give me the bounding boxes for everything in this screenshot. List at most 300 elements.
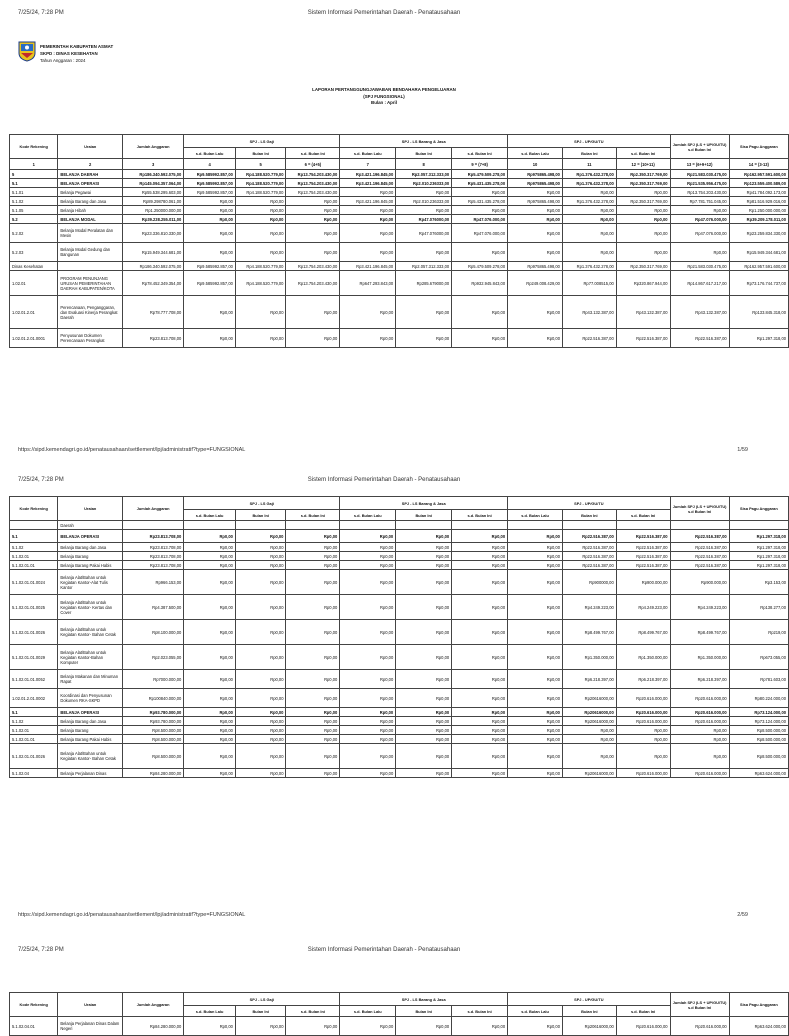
kode-rekening-cell: 5.1.02.01.01.0024	[10, 570, 58, 595]
amount-cell: Rp975865.498,00	[508, 262, 563, 271]
amount-cell: Rp0,00	[286, 543, 340, 552]
header-row	[10, 497, 789, 510]
amount-cell: Rp0,00	[508, 769, 563, 778]
amount-cell: Rp22.516.387,00	[562, 329, 616, 348]
amount-cell: Rp0,00	[452, 206, 508, 215]
amount-cell: Rp47.076.000,00	[452, 224, 508, 243]
amount-cell: Rp0,00	[286, 620, 340, 645]
amount-cell: Rp0,00	[235, 769, 286, 778]
amount-cell: Rp93.780.000,00	[122, 717, 183, 726]
uraian-cell: Belanja Alat/Bahan untuk Kegiatan Kantor- Kertas dan Cover	[58, 595, 123, 620]
uraian-cell: Penyusunan Dokumen Perencanaan Perangkat	[58, 329, 123, 348]
amount-cell: Rp15.949.344.681,00	[729, 243, 788, 262]
amount-cell: Rp0,00	[235, 645, 286, 670]
amount-cell: Rp0,00	[340, 620, 396, 645]
amount-cell	[396, 521, 452, 530]
amount-cell: Rp0,00	[340, 188, 396, 197]
amount-cell: Rp22.516.387,00	[616, 530, 670, 543]
col-sd-bulan-ini: s.d. Bulan Ini	[286, 1006, 340, 1017]
header-row	[10, 993, 789, 1006]
table-row	[10, 521, 789, 530]
amount-cell: Rp0,00	[340, 769, 396, 778]
amount-cell: Rp22.516.387,00	[670, 329, 729, 348]
amount-cell: Rp6.218.397,00	[616, 670, 670, 689]
amount-cell: Rp0,00	[396, 206, 452, 215]
amount-cell: Rp0,00	[670, 206, 729, 215]
col-uraian: Uraian	[58, 135, 123, 159]
amount-cell: Rp22.516.387,00	[670, 561, 729, 570]
amount-cell: Rp0,00	[396, 670, 452, 689]
amount-cell: Rp781.603,00	[729, 670, 788, 689]
amount-cell: Rp0,00	[396, 620, 452, 645]
amount-cell: Rp673.055,00	[729, 645, 788, 670]
col-uraian: Uraian	[58, 993, 123, 1017]
kode-rekening-cell: 5.1.05	[10, 206, 58, 215]
amount-cell: Rp0,00	[184, 1017, 236, 1036]
amount-cell: Rp0,00	[235, 530, 286, 543]
amount-cell: Rp0,00	[184, 726, 236, 735]
amount-cell: Rp0,00	[396, 717, 452, 726]
col-group-up-gu-tu: SPJ - UP/GU/TU	[508, 135, 670, 148]
print-datetime: 7/25/24, 7:28 PM	[18, 477, 64, 483]
amount-cell: Rp0,00	[184, 645, 236, 670]
amount-cell: Rp20.616.000,00	[616, 708, 670, 717]
amount-cell: Rp0,00	[452, 769, 508, 778]
amount-cell: Rp219,00	[729, 620, 788, 645]
amount-cell	[508, 521, 563, 530]
organization-info	[40, 43, 113, 64]
amount-cell: Rp1.297.318,00	[729, 561, 788, 570]
col-group-up-gu-tu: SPJ - UP/GU/TU	[508, 497, 670, 510]
amount-cell: Rp63.624.000,00	[729, 769, 788, 778]
amount-cell: Rp0,00	[184, 215, 236, 224]
amount-cell: Rp0,00	[396, 188, 452, 197]
kode-rekening-cell: 1.02.01.2.01	[10, 296, 58, 329]
kode-rekening-cell: Dinas Kesehatan	[10, 262, 58, 271]
uraian-cell: Belanja Alat/Bahan untuk Kegiatan Kantor-Alat Tulis Kantor	[58, 570, 123, 595]
amount-cell: Rp21.583.030.475,00	[670, 262, 729, 271]
col-group-ls-barang-jasa: SPJ - LS Barang & Jasa	[340, 993, 508, 1006]
uraian-cell: BELANJA DAERAH	[58, 170, 123, 179]
amount-cell: Rp0,00	[508, 296, 563, 329]
amount-cell: Rp47.076000,00	[396, 215, 452, 224]
table-row	[10, 197, 789, 206]
amount-cell: Rp0,00	[396, 561, 452, 570]
amount-cell: Rp0,00	[235, 197, 286, 206]
amount-cell: Rp8.499.767,00	[616, 620, 670, 645]
amount-cell: Rp4.188.520.779,00	[235, 170, 286, 179]
amount-cell: Rp13.754.203.430,00	[286, 179, 340, 188]
col-bulan-ini: Bulan Ini	[235, 148, 286, 159]
amount-cell: Rp20.616.000,00	[670, 769, 729, 778]
footer-url: https://sipd.kemendagri.go.id/penatausahaan/settlement/lpj/administratif?type=FUNGSIONAL	[18, 447, 246, 453]
amount-cell: Rp47.076000,00	[396, 224, 452, 243]
col-sd-bulan-ini: s.d. Bulan Ini	[616, 148, 670, 159]
amount-cell: Rp0,00	[340, 717, 396, 726]
amount-cell: Rp23.813.708,00	[122, 552, 183, 561]
amount-cell	[729, 521, 788, 530]
kode-rekening-cell: 1.02.01.2.01.0001	[10, 329, 58, 348]
amount-cell	[562, 521, 616, 530]
amount-cell: Rp22.516.387,00	[670, 543, 729, 552]
amount-cell: Rp73.124.000,00	[729, 717, 788, 726]
uraian-cell: Belanja Pegawai	[58, 188, 123, 197]
col-jumlah-spj: Jumlah SPJ (LS + UP/GU/TU) s.d Bulan Ini	[670, 993, 729, 1017]
col-sd-bulan-lalu: s.d. Bulan Lalu	[340, 148, 396, 159]
amount-cell: Rp0,00	[184, 243, 236, 262]
amount-cell: Rp23.813.708,00	[122, 561, 183, 570]
amount-cell: Rp0,00	[508, 224, 563, 243]
amount-cell: Rp3.421.196.845,00	[340, 179, 396, 188]
amount-cell: Rp80.224.000,00	[729, 689, 788, 708]
table-row	[10, 215, 789, 224]
amount-cell: Rp0,00	[184, 570, 236, 595]
amount-cell: Rp47.076.000,00	[670, 215, 729, 224]
uraian-cell: Belanja Modal Peralatan dan Mesin	[58, 224, 123, 243]
amount-cell: Rp0,00	[286, 561, 340, 570]
amount-cell: Rp0,00	[235, 543, 286, 552]
column-index-cell: 4	[184, 159, 236, 170]
amount-cell: Rp0,00	[235, 744, 286, 769]
amount-cell: Rp1.250.000.000,00	[729, 206, 788, 215]
amount-cell: Rp1.297.318,00	[729, 530, 788, 543]
print-site-title: Sistem Informasi Pemerintahan Daerah - Penatausahaan	[307, 477, 461, 483]
kode-rekening-cell: 5.1.02.01.01.0026	[10, 744, 58, 769]
org-skpd: SKPD : DINAS KESEHATAN	[40, 51, 98, 56]
amount-cell: Rp2.350.317.769,00	[616, 197, 670, 206]
org-government: PEMERINTAH KABUPATEN ASMAT	[40, 44, 114, 49]
col-sd-bulan-ini: s.d. Bulan Ini	[286, 148, 340, 159]
org-fiscal-year: Tahun Anggaran : 2024	[40, 58, 86, 63]
amount-cell: Rp0,00	[184, 561, 236, 570]
amount-cell: Rp1.350.000,00	[616, 645, 670, 670]
amount-cell: Rp0,00	[562, 224, 616, 243]
amount-cell: Rp0,00	[184, 735, 236, 744]
table-row	[10, 1017, 789, 1036]
amount-cell: Rp0,00	[235, 708, 286, 717]
amount-cell: Rp22.516.387,00	[616, 329, 670, 348]
amount-cell: Rp0,00	[452, 735, 508, 744]
amount-cell: Rp41.784.092.173,00	[729, 188, 788, 197]
col-bulan-ini: Bulan Ini	[396, 148, 452, 159]
amount-cell: Rp0,00	[235, 620, 286, 645]
uraian-cell: Koordinasi dan Penyusunan Dokumen RKA-SKPD	[58, 689, 123, 708]
kode-rekening-cell: 5.1	[10, 179, 58, 188]
table-row	[10, 570, 789, 595]
regency-emblem-icon	[18, 40, 36, 62]
amount-cell: Rp966.153,00	[122, 570, 183, 595]
uraian-cell: Belanja Modal Gedung dan Bangunan	[58, 243, 123, 262]
amount-cell: Rp0,00	[340, 726, 396, 735]
amount-cell: Rp43.132.387,00	[616, 296, 670, 329]
amount-cell: Rp13.754.203.430,00	[286, 188, 340, 197]
kode-rekening-cell: 5.1.02.01.01.0052	[10, 670, 58, 689]
amount-cell: Rp0,00	[396, 769, 452, 778]
col-kode-rekening: Kode Rekening	[10, 993, 58, 1017]
amount-cell: Rp4.188.520.779,00	[235, 262, 286, 271]
amount-cell: Rp5.431.435.278,00	[452, 179, 508, 188]
table-row	[10, 561, 789, 570]
amount-cell: Rp0,00	[184, 197, 236, 206]
amount-cell: Rp0,00	[396, 1017, 452, 1036]
amount-cell: Rp1.297.318,00	[729, 552, 788, 561]
amount-cell: Rp0,00	[340, 645, 396, 670]
col-bulan-ini: Bulan Ini	[562, 1006, 616, 1017]
amount-cell: Rp647.293.843,00	[340, 271, 396, 296]
print-datetime: 7/25/24, 7:28 PM	[18, 10, 64, 16]
amount-cell: Rp15.949.344.681,00	[122, 243, 183, 262]
col-jumlah-anggaran: Jumlah Anggaran	[122, 993, 183, 1017]
amount-cell: Rp2.010.236333,00	[396, 197, 452, 206]
uraian-cell: Belanja Barang dan Jasa	[58, 543, 123, 552]
amount-cell: Rp186.340.592.075,00	[122, 262, 183, 271]
amount-cell: Rp23.813.708,00	[122, 530, 183, 543]
kode-rekening-cell: 5.1.02.01	[10, 552, 58, 561]
amount-cell: Rp3.421.196.845,00	[340, 170, 396, 179]
amount-cell: Rp2.010.236333,00	[396, 179, 452, 188]
amount-cell: Rp2.057.312.333,00	[396, 170, 452, 179]
amount-cell: Rp0,00	[340, 296, 396, 329]
amount-cell: Rp89.298780.061,00	[122, 197, 183, 206]
amount-cell: Rp20.616.000,00	[616, 689, 670, 708]
col-group-ls-barang-jasa: SPJ - LS Barang & Jasa	[340, 497, 508, 510]
amount-cell: Rp0,00	[340, 215, 396, 224]
amount-cell: Rp2.023.055,00	[122, 645, 183, 670]
amount-cell: Rp9.585992.857,00	[184, 179, 236, 188]
amount-cell: Rp0,00	[340, 543, 396, 552]
amount-cell: Rp84.280.000,00	[122, 1017, 183, 1036]
amount-cell: Rp84.280.000,00	[122, 769, 183, 778]
amount-cell: Rp0,00	[286, 717, 340, 726]
kode-rekening-cell: 5.2.03	[10, 243, 58, 262]
amount-cell: Rp23.813.708,00	[122, 329, 183, 348]
amount-cell: Rp0,00	[235, 735, 286, 744]
amount-cell: Rp20616000,00	[562, 708, 616, 717]
amount-cell: Rp22.516.387,00	[670, 552, 729, 561]
col-sisa-pagu: Sisa Pagu Anggaran	[729, 135, 788, 159]
amount-cell: Rp1.350.000,00	[562, 645, 616, 670]
amount-cell: Rp63.624.000,00	[729, 1017, 788, 1036]
amount-cell: Rp0,00	[235, 552, 286, 561]
amount-cell: Rp0,00	[508, 726, 563, 735]
kode-rekening-cell: 5.1.02.01.01.0029	[10, 645, 58, 670]
uraian-cell: BELANJA OPERASI	[58, 708, 123, 717]
amount-cell: Rp5.431.435.278,00	[452, 197, 508, 206]
amount-cell: Rp20616000,00	[562, 717, 616, 726]
amount-cell: Rp0,00	[286, 769, 340, 778]
amount-cell: Rp9.585992.857,00	[184, 188, 236, 197]
uraian-cell: BELANJA OPERASI	[58, 179, 123, 188]
amount-cell: Rp0,00	[235, 717, 286, 726]
footer-page-number: 2/59	[737, 912, 748, 918]
amount-cell: Rp0,00	[452, 570, 508, 595]
document-page-3	[0, 940, 786, 1031]
amount-cell: Rp0,00	[235, 329, 286, 348]
amount-cell: Rp20.616.000,00	[616, 717, 670, 726]
amount-cell: Rp0,00	[452, 744, 508, 769]
amount-cell: Rp0,00	[452, 620, 508, 645]
amount-cell: Rp133.845.318,00	[729, 296, 788, 329]
amount-cell: Rp73.124.000,00	[729, 708, 788, 717]
uraian-cell: Daerah	[58, 521, 123, 530]
amount-cell: Rp0,00	[396, 329, 452, 348]
kode-rekening-cell: 5.1.02	[10, 717, 58, 726]
kode-rekening-cell: 5.1.02.01.01.0026	[10, 620, 58, 645]
amount-cell: Rp39.238.255.011,00	[122, 215, 183, 224]
table-row	[10, 224, 789, 243]
amount-cell: Rp0,00	[235, 206, 286, 215]
amount-cell: Rp0,00	[508, 744, 563, 769]
amount-cell: Rp0,00	[184, 708, 236, 717]
col-sd-bulan-ini: s.d. Bulan Ini	[616, 1006, 670, 1017]
kode-rekening-cell: 5.1.01	[10, 188, 58, 197]
column-index-cell: 10	[508, 159, 563, 170]
col-group-ls-gaji: SPJ - LS Gaji	[184, 135, 340, 148]
column-index-row	[10, 159, 789, 170]
uraian-cell: Belanja Perjalanan Dinas	[58, 769, 123, 778]
amount-cell: Rp0,00	[286, 329, 340, 348]
amount-cell: Rp8.499.767,00	[670, 620, 729, 645]
amount-cell: Rp0,00	[508, 735, 563, 744]
amount-cell: Rp1.376.432.278,00	[562, 197, 616, 206]
amount-cell: Rp0,00	[562, 188, 616, 197]
col-sd-bulan-lalu: s.d. Bulan Lalu	[508, 1006, 563, 1017]
amount-cell: Rp0,00	[562, 744, 616, 769]
amount-cell	[616, 521, 670, 530]
amount-cell: Rp13.754.203.430,00	[670, 188, 729, 197]
amount-cell: Rp0,00	[235, 561, 286, 570]
amount-cell: Rp0,00	[396, 530, 452, 543]
amount-cell: Rp0,00	[340, 1017, 396, 1036]
amount-cell: Rp145.094.357.064,00	[122, 179, 183, 188]
uraian-cell: Belanja Perjalanan Dinas Dalam Negeri	[58, 1017, 123, 1036]
amount-cell: Rp0,00	[452, 726, 508, 735]
column-index-cell: 1	[10, 159, 58, 170]
table-row	[10, 689, 789, 708]
col-kode-rekening: Kode Rekening	[10, 135, 58, 159]
amount-cell	[286, 521, 340, 530]
amount-cell: Rp0,00	[184, 689, 236, 708]
col-sd-bulan-lalu: s.d. Bulan Lalu	[184, 510, 236, 521]
amount-cell: Rp20616000,00	[562, 1017, 616, 1036]
amount-cell: Rp0,00	[452, 329, 508, 348]
amount-cell: Rp0,00	[508, 188, 563, 197]
uraian-cell: Belanja Barang dan Jasa	[58, 197, 123, 206]
amount-cell: Rp0,00	[616, 744, 670, 769]
amount-cell: Rp20.616.000,00	[670, 689, 729, 708]
amount-cell: Rp8.500.000,00	[729, 726, 788, 735]
amount-cell: Rp0,00	[508, 717, 563, 726]
kode-rekening-cell	[10, 521, 58, 530]
amount-cell	[122, 521, 183, 530]
amount-cell: Rp0,00	[452, 243, 508, 262]
kode-rekening-cell: 5.1	[10, 530, 58, 543]
amount-cell: Rp0,00	[562, 206, 616, 215]
amount-cell: Rp13.754.203.430,00	[286, 262, 340, 271]
kode-rekening-cell: 5.1.02.01	[10, 726, 58, 735]
amount-cell: Rp6.218.397,00	[670, 670, 729, 689]
amount-cell: Rp0,00	[184, 224, 236, 243]
amount-cell: Rp0,00	[286, 735, 340, 744]
amount-cell: Rp0,00	[184, 552, 236, 561]
amount-cell: Rp4.188.520.779,00	[235, 271, 286, 296]
amount-cell: Rp900.000,00	[670, 570, 729, 595]
amount-cell: Rp0,00	[508, 206, 563, 215]
uraian-cell: Belanja Makanan dan Minuman Rapat	[58, 670, 123, 689]
amount-cell	[452, 521, 508, 530]
uraian-cell: Belanja Barang	[58, 552, 123, 561]
amount-cell: Rp22.516.387,00	[616, 561, 670, 570]
amount-cell: Rp0,00	[508, 530, 563, 543]
col-sisa-pagu: Sisa Pagu Anggaran	[729, 497, 788, 521]
table-row	[10, 243, 789, 262]
amount-cell: Rp0,00	[286, 595, 340, 620]
amount-cell: Rp0,00	[616, 206, 670, 215]
amount-cell: Rp162.957.591.600,00	[729, 262, 788, 271]
amount-cell: Rp0,00	[184, 769, 236, 778]
amount-cell: Rp55.538.295.603,00	[122, 188, 183, 197]
uraian-cell: Belanja Barang Pakai Habis	[58, 735, 123, 744]
amount-cell: Rp8.500.000,00	[122, 735, 183, 744]
column-index-cell: 13 = (6+9+12)	[670, 159, 729, 170]
amount-cell: Rp100840.000,00	[122, 689, 183, 708]
amount-cell: Rp0,00	[508, 561, 563, 570]
amount-cell: Rp0,00	[286, 708, 340, 717]
column-index-cell: 11	[562, 159, 616, 170]
amount-cell: Rp78.452.349.354,00	[122, 271, 183, 296]
kode-rekening-cell: 1.02.01	[10, 271, 58, 296]
table-header	[10, 497, 789, 521]
amount-cell: Rp0,00	[396, 726, 452, 735]
amount-cell: Rp20616000,00	[562, 769, 616, 778]
amount-cell: Rp0,00	[184, 717, 236, 726]
uraian-cell: Belanja Alat/Bahan untuk Kegiatan Kantor- Bahan Cetak	[58, 744, 123, 769]
print-site-title: Sistem Informasi Pemerintahan Daerah - Penatausahaan	[307, 10, 461, 16]
amount-cell: Rp20616000,00	[562, 689, 616, 708]
amount-cell: Rp47.076.000,00	[670, 224, 729, 243]
amount-cell: Rp0,00	[286, 206, 340, 215]
kode-rekening-cell: 1.02.01.2.01.0002	[10, 689, 58, 708]
col-group-ls-gaji: SPJ - LS Gaji	[184, 993, 340, 1006]
amount-cell: Rp73.176.744.737,00	[729, 271, 788, 296]
col-jumlah-anggaran: Jumlah Anggaran	[122, 135, 183, 159]
amount-cell: Rp0,00	[184, 620, 236, 645]
kode-rekening-cell: 5.1.02.04	[10, 769, 58, 778]
amount-cell: Rp1.376.432.278,00	[562, 179, 616, 188]
amount-cell: Rp3.153,00	[729, 570, 788, 595]
amount-cell: Rp0,00	[452, 188, 508, 197]
amount-cell: Rp0,00	[286, 726, 340, 735]
amount-cell: Rp0,00	[340, 595, 396, 620]
uraian-cell: BELANJA MODAL	[58, 215, 123, 224]
amount-cell: Rp8.100.000,00	[122, 620, 183, 645]
amount-cell: Rp20.616.000,00	[670, 708, 729, 717]
col-sd-bulan-lalu: s.d. Bulan Lalu	[508, 510, 563, 521]
amount-cell: Rp0,00	[452, 645, 508, 670]
amount-cell: Rp975865.498,00	[508, 179, 563, 188]
amount-cell: Rp249.008.429,00	[508, 271, 563, 296]
amount-cell: Rp0,00	[340, 570, 396, 595]
amount-cell: Rp78.777.708,00	[122, 296, 183, 329]
amount-cell: Rp4.387.500,00	[122, 595, 183, 620]
amount-cell: Rp0,00	[340, 708, 396, 717]
kode-rekening-cell: 5.1.02.04.01	[10, 1017, 58, 1036]
amount-cell: Rp0,00	[508, 543, 563, 552]
amount-cell: Rp0,00	[235, 1017, 286, 1036]
col-group-ls-gaji: SPJ - LS Gaji	[184, 497, 340, 510]
uraian-cell	[58, 262, 123, 271]
amount-cell: Rp0,00	[452, 552, 508, 561]
